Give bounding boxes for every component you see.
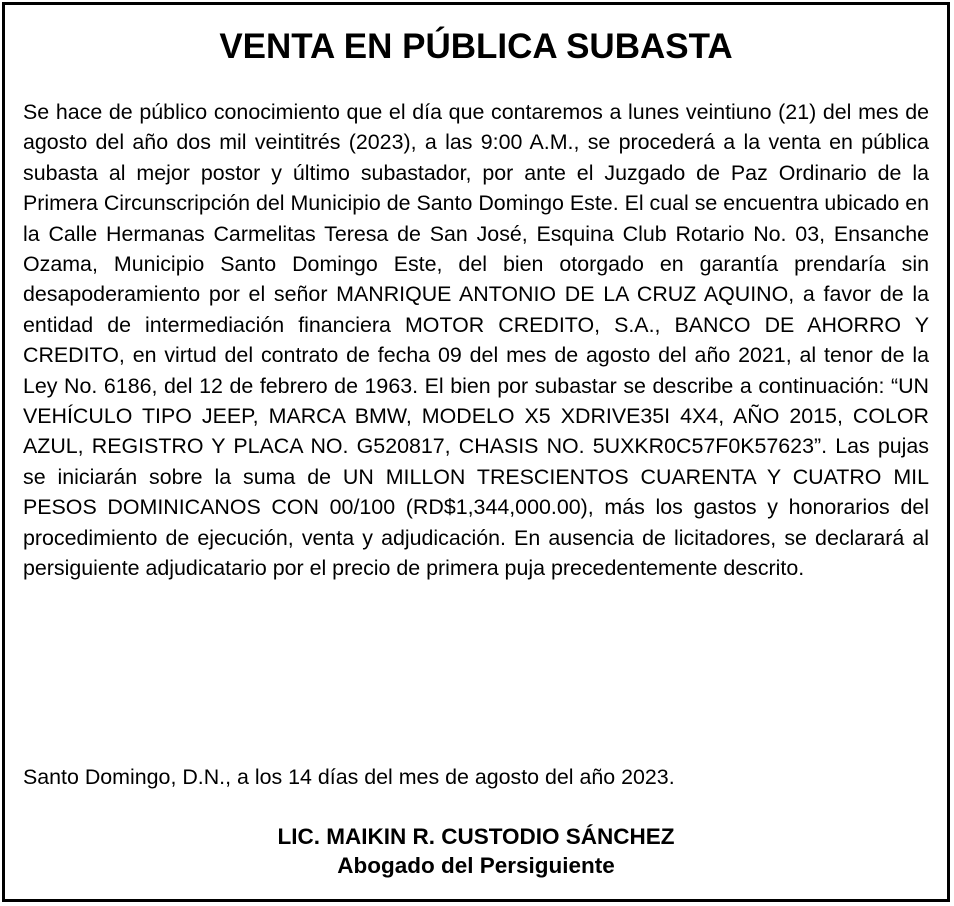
- notice-body: Se hace de público conocimiento que el día que contaremos a lunes veintiuno (21) del mes de agosto del año dos mil veintitrés (2023), a las 9:00 A.M., se procederá a la venta en pública subasta al mejor postor y último subastador, por ante el Juzgado de Paz Ordinario de la Primera Circunscripción del Municipio de Santo Domingo Este. El cual se encuentra ubicado en la Calle Hermanas Carmelitas Teresa de San José, Esquina Club Rotario No. 03, Ensanche Ozama, Municipio Santo Domingo Este, del bien otorgado en garantía prendaría sin desapoderamiento por el señor MANRIQUE ANTONIO DE LA CRUZ AQUINO, a favor de la entidad de intermediación financiera MOTOR CREDITO, S.A., BANCO DE AHORRO Y CREDITO, en virtud del contrato de fecha 09 del mes de agosto del año 2021, al tenor de la Ley No. 6186, del 12 de febrero de 1963. El bien por subastar se describe a continuación: “UN VEHÍCULO TIPO JEEP, MARCA BMW, MODELO X5 XDRIVE35I 4X4, AÑO 2015, COLOR AZUL, REGISTRO Y PLACA NO. G520817, CHASIS NO. 5UXKR0C57F0K57623”. Las pujas se iniciarán sobre la suma de UN MILLON TRESCIENTOS CUARENTA Y CUATRO MIL PESOS DOMINICANOS CON 00/100 (RD$1,344,000.00), más los gastos y honorarios del procedimiento de ejecución, venta y adjudicación. En ausencia de licitadores, se declarará al persiguiente adjudicatario por el precio de primera puja precedentemente descrito.: [23, 100, 930, 581]
- signature-role: Abogado del Persiguiente: [337, 853, 615, 878]
- notice-title: VENTA EN PÚBLICA SUBASTA: [219, 27, 733, 66]
- signature-name: LIC. MAIKIN R. CUSTODIO SÁNCHEZ: [277, 824, 675, 849]
- public-auction-notice: [2, 2, 950, 902]
- signature-block: [5, 822, 947, 880]
- notice-date-line: Santo Domingo, D.N., a los 14 días del mes de agosto del año 2023.: [23, 765, 675, 789]
